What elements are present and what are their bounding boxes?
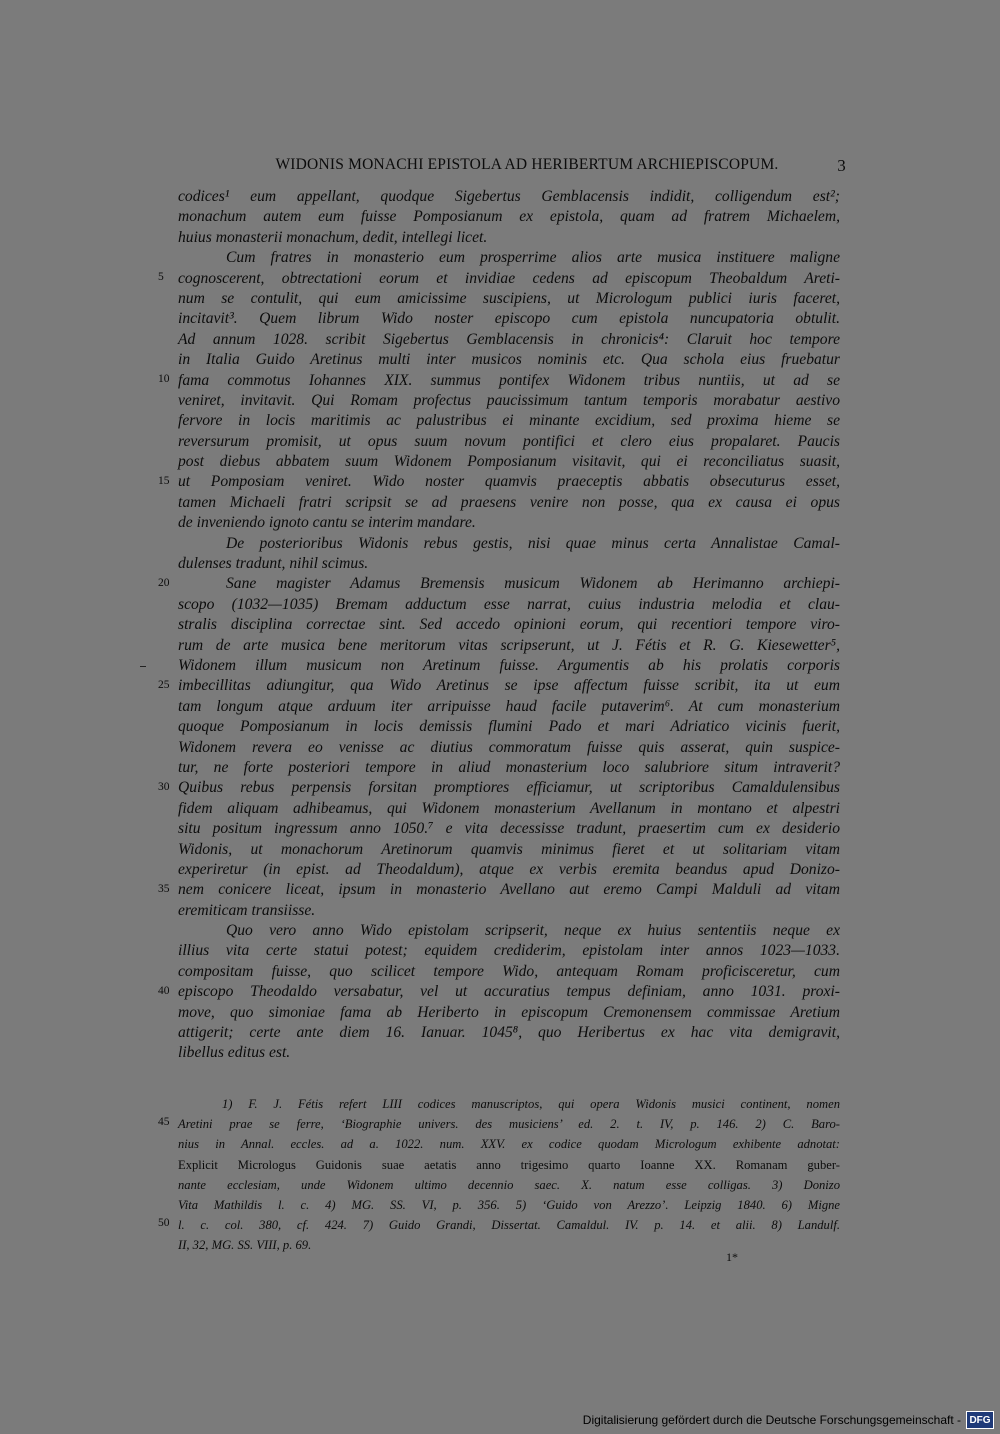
text-line: fama commotus Iohannes XIX. summus pontifex Widonem tribus nuntiis, ut ad se [178, 371, 840, 389]
line-number: 30 [158, 781, 170, 793]
text-line: Widonem illum musicum non Aretinum fuisse. Argumentis ab his prolatis corporis [178, 656, 840, 674]
margin-mark [140, 666, 146, 667]
text-line: quoque Pomposianum in locis demissis flumini Pado et mari Adriatico vicinis fuerit, [178, 718, 840, 736]
footnotes [178, 1094, 840, 1256]
footnote-line: Vita Mathildis l. c. 4) MG. SS. VI, p. 356. 5) ‘Guido von Arezzo’. Leipzig 1840. 6) Migne [178, 1197, 840, 1212]
text-line: compositam fuisse, quo scilicet tempore Wido, antequam Romam proficisceretur, cum [178, 962, 840, 980]
text-line: codices¹ eum appellant, quodque Sigebertus Gemblacensis indidit, colligendum est²; [178, 188, 840, 205]
text-line: libellus editus est. [178, 1044, 291, 1062]
footnote-line: Explicit Micrologus Guidonis suae aetatis anno trigesimo quarto Ioanne XX. Romanam guber- [178, 1157, 840, 1172]
text-line: reversurum promisit, ut opus suum novum pontifici et clero eius propalaret. Paucis [178, 432, 840, 450]
line-number: 5 [158, 271, 164, 283]
text-line: Sane magister Adamus Bremensis musicum Widonem ab Herimanno archiepi- [226, 575, 840, 593]
line-number: 15 [158, 475, 170, 487]
line-number: 10 [158, 373, 170, 385]
text-line: experiretur (in epist. ad Theodaldum), atque ex verbis eremita beandus apud Donizo- [178, 860, 840, 878]
text-line: stralis disciplina correctae sint. Sed accedo opinioni eorum, qui recentiori tempore viro- [178, 616, 840, 634]
text-line: tam longum atque arduum iter arripuisse haud facile putaverim⁶. At cum monasterium [178, 697, 840, 715]
text-line: situ positum ingressum anno 1050.⁷ e vita decessisse tradunt, praesertim cum ex desiderio [178, 820, 840, 838]
text-line: incitavit³. Quem librum Wido noster episcopo cum epistola nuncupatoria obtulit. [178, 310, 840, 328]
page-number: 3 [837, 156, 846, 175]
text-line: eremiticam transiisse. [178, 901, 316, 919]
running-title: WIDONIS MONACHI EPISTOLA AD HERIBERTUM ARCHIEPISCOPUM. [275, 156, 779, 173]
text-line: post diebus abbatem suum Widonem Pomposianum visitavit, qui ei reconciliatus suasit, [178, 453, 840, 471]
dfg-logo-icon: DFG [966, 1411, 994, 1429]
footnote-line: II, 32, MG. SS. VIII, p. 69. [178, 1238, 312, 1253]
signature-mark: 1* [726, 1250, 738, 1264]
digitization-footer [583, 1410, 994, 1430]
text-line: move, quo simoniae fama ab Heriberto in episcopum Cremonensem commissae Aretium [178, 1003, 840, 1021]
footer-text: Digitalisierung gefördert durch die Deutsche Forschungsgemeinschaft - [582, 1413, 961, 1427]
text-line: Widonis, ut monachorum Aretinorum quamvis minimus fieret et ut solitariam vitam [178, 840, 840, 858]
text-line: Ad annum 1028. scribit Sigebertus Gemblacensis in chronicis⁴: Claruit hoc tempore [178, 330, 840, 348]
text-line: imbecillitas adiungitur, qua Wido Aretinus se ipse affectum fuisse scribit, ita ut eum [178, 677, 840, 695]
footnote-line: l. c. col. 380, cf. 424. 7) Guido Grandi, Dissertat. Camaldul. IV. p. 14. et alii. 8) Landulf. [178, 1218, 840, 1233]
text-line: Quibus rebus perpensis forsitan promptiores efficiamur, ut scriptoribus Camaldulensibus [178, 779, 840, 797]
footnote-line: nius in Annal. eccles. ad a. 1022. num. XXV. ex codice quodam Micrologum exhibente adnotat: [178, 1137, 840, 1152]
text-line: tamen Michaeli fratri scripsit se ad praesens venire non posse, qua ex causa ei opus [178, 493, 840, 511]
text-line: cognoscerent, obtrectationi eorum et invidiae cedens ad episcopum Theobaldum Areti- [178, 269, 840, 287]
text-line: veniret, invitavit. Qui Romam profectus paucissimum tantum temporis morabatur aestivo [178, 391, 840, 409]
footnote-line: nante ecclesiam, unde Widonem ultimo decennio saec. X. natum esse colligas. 3) Donizo [178, 1177, 840, 1192]
text-line: fidem aliquam adhibeamus, qui Widonem monasterium Avellanum in montano et alpestri [178, 799, 840, 817]
text-line: fervore in locis maritimis ac palustribus ei minante excidium, sed proxima hieme se [178, 412, 840, 430]
text-line: attigerit; certe ante diem 16. Ianuar. 1045⁸, quo Heribertus ex hac vita demigravit, [178, 1024, 840, 1042]
footnote-line-number: 50 [158, 1217, 170, 1229]
line-number: 25 [158, 679, 170, 691]
line-number: 40 [158, 985, 170, 997]
text-line: dulenses tradunt, nihil scimus. [178, 555, 369, 573]
text-line: nem conicere liceat, ipsum in monasterio Avellano aut eremo Campi Malduli ad vitam [178, 881, 840, 899]
text-line: monachum autem eum fuisse Pomposianum ex epistola, quam ad fratrem Michaelem, [178, 208, 840, 226]
text-line: De posterioribus Widonis rebus gestis, nisi quae minus certa Annalistae Camal- [226, 534, 840, 552]
text-line: in Italia Guido Aretinus multi inter musicos nominis etc. Qua schola eius fruebatur [178, 351, 840, 369]
text-line: num se contulit, qui eum amicissime suscipiens, ut Micrologum publici iuris faceret, [178, 289, 840, 307]
text-line: Quo vero anno Wido epistolam scripserit, neque ex huius sententiis neque ex [226, 922, 840, 940]
footnote-line: Aretini prae se ferre, ‘Biographie univers. des musiciens’ ed. 2. t. IV, p. 146. 2) C. Baro- [178, 1117, 840, 1132]
text-line: huius monasterii monachum, dedit, intellegi licet. [178, 228, 488, 246]
text-line: scopo (1032—1035) Bremam adductum esse narrat, cuius industria melodia et clau- [178, 595, 840, 613]
footnote-line: 1) F. J. Fétis refert LIII codices manuscriptos, qui opera Widonis musici continent, nomen [222, 1097, 840, 1111]
text-line: rum de arte musica bene meritorum vitas scripserunt, ut J. Fétis et R. G. Kiesewetter⁵, [178, 636, 840, 654]
text-line: ut Pomposiam veniret. Wido noster quamvis praeceptis abbatis obsecuturus esset, [178, 473, 840, 491]
text-line: Widonem revera eo venisse ac diutius commoratum fuisse quis asserat, quin suspice- [178, 738, 840, 756]
text-line: episcopo Theodaldo versabatur, vel ut accuratius tempus definiam, anno 1031. proxi- [178, 983, 840, 1001]
text-line: de inveniendo ignoto cantu se interim mandare. [178, 514, 476, 532]
line-number: 35 [158, 883, 170, 895]
text-line: illius vita certe statui potest; equidem crediderim, epistolam inter annos 1023—1033. [178, 942, 840, 960]
main-text [178, 187, 840, 1064]
running-header [178, 156, 846, 174]
text-line: Cum fratres in monasterio eum prosperrime alios arte musica instituere maligne [226, 249, 840, 267]
footnote-line-number: 45 [158, 1116, 170, 1128]
line-number: 20 [158, 577, 170, 589]
text-line: tur, ne forte posteriori tempore in aliud monasterium loco salubriore situm intraverit? [178, 758, 840, 776]
